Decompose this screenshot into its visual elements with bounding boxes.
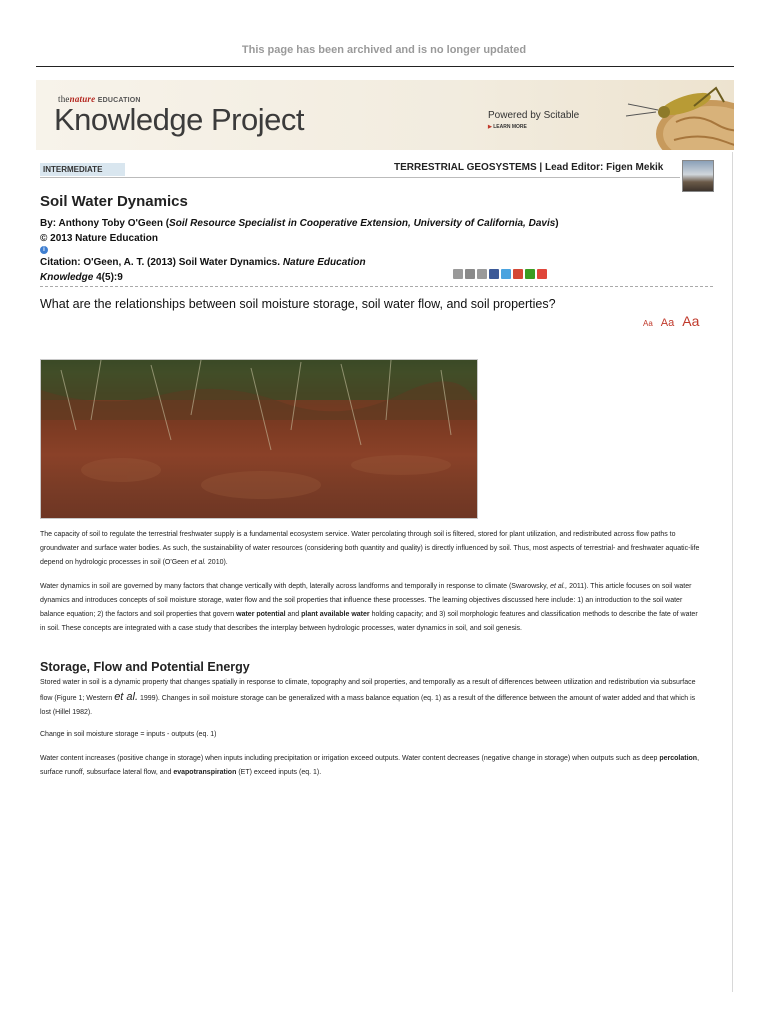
- print-icon[interactable]: [465, 269, 475, 279]
- nature-education-logo: thenature EDUCATION: [58, 94, 141, 104]
- archived-notice: This page has been archived and is no longer updated: [241, 44, 527, 56]
- learn-more-link[interactable]: ▶ LEARN MORE: [488, 124, 527, 130]
- info-icon[interactable]: i: [40, 246, 48, 254]
- top-divider: [36, 66, 734, 67]
- right-divider: [732, 152, 733, 992]
- powered-by-scitable[interactable]: Powered by Scitable: [488, 110, 580, 121]
- font-size-controls: [643, 313, 699, 329]
- editor-label: Lead Editor:: [544, 162, 604, 173]
- paragraph-storage: Stored water in soil is a dynamic property that changes spatially in response to climate, topography and soil properties, and temporally as a result of differences between utilization and redistribution via subsurface flow (Figure 1; Western et al. 1999). Changes in soil moisture storage can be generalized with a mass balance equation (eq. 1) as a result of the difference between the amount of water added and that which is lost (Hillel 1982).: [40, 679, 696, 716]
- editor-name[interactable]: Figen Mekik: [606, 162, 664, 173]
- font-size-medium-button[interactable]: Aa: [660, 317, 675, 329]
- font-size-small-button[interactable]: Aa: [643, 319, 653, 328]
- paragraph-water-content: Water content increases (positive change in storage) when inputs including precipitation or irrigation exceed outputs. Water content decreases (negative change in storage) when outputs such as deep percolation, surface runoff, subsurface lateral flow, and evapotranspiration (ET) exceed inputs (eq. 1).: [40, 755, 700, 776]
- email-icon[interactable]: [477, 269, 487, 279]
- citation: Citation: O'Geen, A. T. (2013) Soil Water Dynamics. Nature Education Knowledge 4(5):9: [40, 257, 366, 283]
- knowledge-project-title: Knowledge Project: [54, 102, 304, 137]
- percolation-link[interactable]: percolation: [659, 755, 698, 762]
- google-plus-icon[interactable]: [513, 269, 523, 279]
- font-size-large-button[interactable]: Aa: [682, 313, 700, 329]
- equation-1: Change in soil moisture storage = inputs - outputs (eq. 1): [40, 731, 217, 738]
- article-title: Soil Water Dynamics: [40, 193, 188, 210]
- editor-photo[interactable]: [682, 160, 714, 192]
- level-badge: INTERMEDIATE: [40, 163, 125, 176]
- twitter-icon[interactable]: [501, 269, 511, 279]
- evapotranspiration-link[interactable]: evapotranspiration: [173, 769, 237, 776]
- dashed-divider: [40, 286, 713, 287]
- knowledge-project-banner[interactable]: [36, 80, 734, 150]
- paragraph-intro: The capacity of soil to regulate the terrestrial freshwater supply is a fundamental ecosystem service. Water percolating through soil is filtered, stored for plant utilization, and redistributed across flow paths to groundwater and surface water bodies. As such, the sustainability of water resources (considering both quantity and quality) is directly influenced by soil. Thus, most aspects of terrestrial- and freshwater aquatic-life depend on hydrologic processes in soil (O'Geen et al. 2010).: [40, 531, 700, 566]
- share-toolbar: [453, 269, 547, 281]
- plant-available-water-link[interactable]: plant available water: [301, 611, 370, 618]
- grasshopper-nut-illustration: [616, 82, 734, 150]
- reddit-icon[interactable]: [537, 269, 547, 279]
- paragraph-objectives: Water dynamics in soil are governed by many factors that change vertically with depth, laterally across landforms and temporally in response to climate (Swarowsky, et al., 2011). This article focuses on soil water dynamics and introduces concepts of soil moisture storage, water flow and the soil properties that influence these processes. The learning objectives discussed here include: 1) an introduction to the soil water balance equation; 2) the factors and soil properties that govern water potential and plant available water holding capacity; and 3) soil morphologic features and classification methods to describe the fate of water in soil. These concepts are integrated with a case study that describes the interplay between hydrologic processes, water dynamics in soil, and soil genesis.: [40, 583, 698, 632]
- topic-link[interactable]: TERRESTRIAL GEOSYSTEMS |: [394, 162, 543, 173]
- soil-profile-photo[interactable]: [40, 359, 478, 519]
- bookmark-icon[interactable]: [453, 269, 463, 279]
- author-byline: By: Anthony Toby O'Geen (Soil Resource Specialist in Cooperative Extension, University of California, Davis) © 2013 Nature Education: [40, 218, 559, 244]
- header-divider: [40, 177, 680, 178]
- stumbleupon-icon[interactable]: [525, 269, 535, 279]
- article-question: What are the relationships between soil moisture storage, soil water flow, and soil properties?: [40, 297, 556, 311]
- facebook-icon[interactable]: [489, 269, 499, 279]
- section-heading-storage: Storage, Flow and Potential Energy: [40, 660, 250, 674]
- water-potential-link[interactable]: water potential: [236, 611, 286, 618]
- topic-editor-line: [394, 162, 663, 173]
